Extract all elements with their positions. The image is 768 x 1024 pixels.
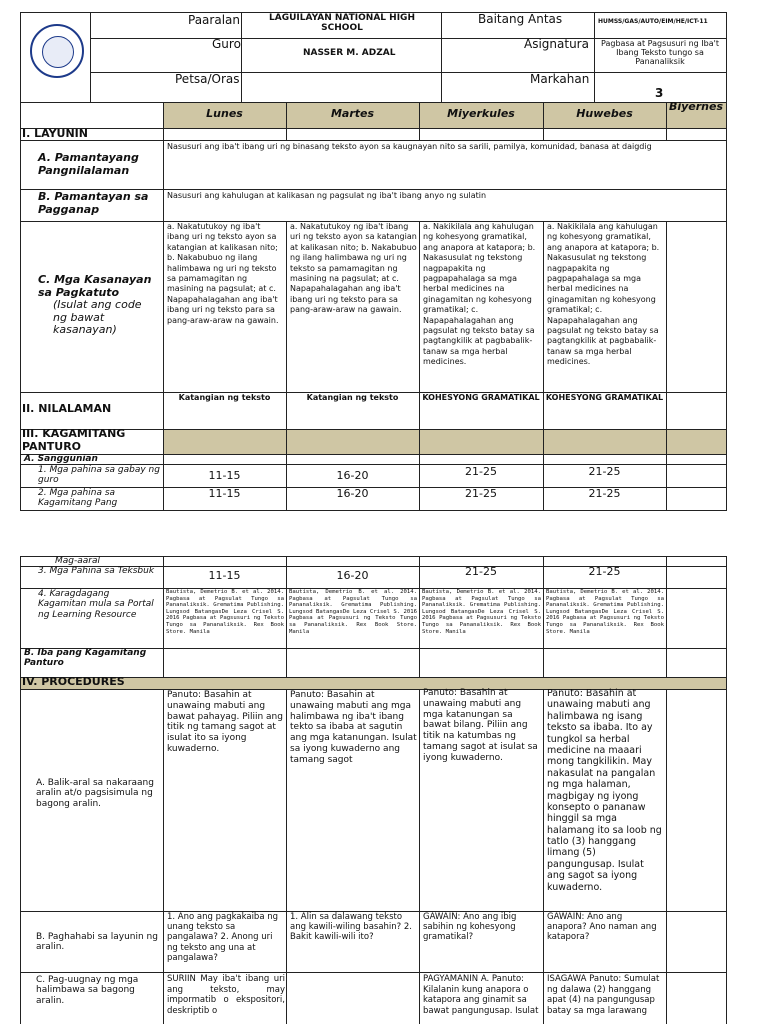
paghahabi-monday: 1. Ano ang pagkakaiba ng unang teksto sa pangalawa? 2. Anong uri ng teksto ang una at pangalawa?	[167, 912, 279, 963]
r4-tuesday: Bautista, Demetrio B. et al. 2014. Pagbasa at Pagsulat Tungo sa Pananaliksik. Grematima Publishing. Lungsod BatangasDe Leza Crisel S. 2016 Pagbasa at Pagsusuri ng Teksto Tungo sa Pananaliksik. Rex Book Store. Manila	[289, 589, 417, 635]
label-pag-uugnay: C. Pag-uugnay ng mga halimbawa sa bagong aralin.	[36, 975, 139, 1006]
section-nilalaman: II. NILALAMAN	[22, 402, 112, 415]
r1-monday: 11-15	[208, 469, 241, 482]
paghahabi-wednesday: GAWAIN: Ano ang ibig sabihin ng kohesyong gramatikal?	[423, 912, 517, 943]
r2-wednesday: 21-25	[465, 487, 497, 500]
subject-label: Asignatura	[524, 37, 589, 51]
label-teksbuk: 3. Mga Pahina sa Teksbuk	[38, 566, 155, 576]
pag-uugnay-wednesday: PAGYAMANIN A. Panuto: Kilalanin kung anapora o katapora ang ginamit sa bawat pangungusap. Isulat	[423, 974, 539, 1016]
deped-seal-icon	[30, 24, 84, 78]
balik-aral-monday: Panuto: Basahin at unawaing mabuti ang bawat pahayag. Piliin ang titik ng tamang sagot at isulat ito sa iyong kuwaderno.	[167, 690, 283, 754]
grade-value: HUMSS/GAS/AUTO/EIM/HE/ICT-11	[598, 18, 708, 25]
r1-tuesday: 16-20	[336, 469, 369, 482]
r2-thursday: 21-25	[588, 487, 621, 500]
nilalaman-monday: Katangian ng teksto	[178, 393, 271, 402]
label-paghahabi: B. Paghahabi sa layunin ng aralin.	[36, 932, 158, 953]
r3-wednesday: 21-25	[465, 565, 497, 578]
day-thursday: Huwebes	[576, 107, 633, 120]
day-wednesday: Miyerkules	[447, 107, 515, 120]
r3-thursday: 21-25	[588, 565, 621, 578]
teacher-value: NASSER M. ADZAL	[303, 48, 396, 58]
pag-uugnay-thursday: ISAGAWA Panuto: Sumulat ng dalawa (2) hanggang apat (4) na pangungusap batay sa mga larawang	[547, 974, 660, 1016]
r2-tuesday: 16-20	[336, 487, 369, 500]
label-kasanayan-sub: (Isulat ang code ng bawat kasanayan)	[53, 298, 142, 337]
r2-monday: 11-15	[208, 487, 241, 500]
paghahabi-tuesday: 1. Alin sa dalawang teksto ang kawili-wiling basahin? 2. Bakit kawili-wili ito?	[290, 912, 413, 943]
section-procedures: IV. PROCEDURES	[22, 675, 125, 688]
day-friday: Biyernes	[668, 100, 724, 113]
label-balik-aral: A. Balik-aral sa nakaraang aralin at/o pagsisimula ng bagong aralin.	[36, 778, 154, 809]
paghahabi-thursday: GAWAIN: Ano ang anapora? Ano naman ang katapora?	[547, 912, 657, 943]
balik-aral-thursday: Panuto: Basahin at unawaing mabuti ang halimbawa ng isang teksto sa ibaba. Ito ay tungkol sa herbal medicine na maaari mong tangkilikin. May nakasulat na pangalan ng mga halaman, magbigay ng iyong konsepto o pananaw hinggil sa mga halamang ito sa loob ng tatlo (3) hanggang limang (5) pangungusap. Isulat ang sagot sa iyong kuwaderno.	[547, 688, 662, 893]
day-tuesday: Martes	[330, 107, 375, 120]
grade-label: Baitang Antas	[478, 12, 563, 26]
r1-wednesday: 21-25	[465, 465, 497, 478]
r4-wednesday: Bautista, Demetrio B. et al. 2014. Pagbasa at Pagsulat Tungo sa Pananaliksik. Grematima Publishing. Lungsod BatangasDe Leza Crisel S. 2016 Pagbasa at Pagsusuri ng Teksto Tungo sa Pananaliksik. Rex Book Store. Manila	[422, 589, 541, 635]
kasanayan-thursday: a. Nakikilala ang kahulugan ng kohesyong gramatikal, ang anapora at katapora; b. Nakasusulat ng tekstong nagpapakita ng pagpapahalaga sa mga herbal medicines na ginagamitan ng kohesyong gramatikal; c. Napapahalagahan ang pagsulat ng teksto batay sa pagtangkilik at pagbabalik-tanaw sa mga herbal medicines.	[547, 222, 660, 367]
label-iba-pang-kagamitan: B. Iba pang Kagamitang Panturo	[24, 648, 147, 669]
quarter-value: 3	[655, 86, 664, 100]
nilalaman-thursday: KOHESYONG GRAMATIKAL	[545, 393, 664, 402]
kasanayan-monday: a. Nakatutukoy ng iba't ibang uri ng teksto ayon sa katangian at kalikasan nito; b. Nakabubuo ng ilang halimbawa ng uri ng teksto sa pamamagitan ng masining na pagsulat; at c. Napapahalagahan ang iba't ibang uri ng teksto para sa pang-araw-araw na gawain.	[167, 222, 279, 325]
pag-uugnay-monday: SURIIN May iba't ibang uri ang teksto, may impormatib o ekspositori, deskriptib o	[167, 974, 285, 1016]
subject-value: Pagbasa at Pagsusuri ng Iba't Ibang Teksto tungo sa Pananaliksik	[601, 39, 719, 67]
section-kagamitan: III. KAGAMITANG PANTURO	[22, 427, 126, 453]
label-kagamitang-pang: 2. Mga pahina sa Kagamitang Pang	[38, 488, 118, 509]
label-karagdagang-kagamitan: 4. Karagdagang Kagamitan mula sa Portal ng Learning Resource	[38, 589, 154, 620]
r4-monday: Bautista, Demetrio B. et al. 2014. Pagbasa at Pagsulat Tungo sa Pananaliksik. Grematima Publishing. Lungsod BatangasDe Leza Crisel S. 2016 Pagbasa at Pagsusuri ng Teksto Tungo sa Pananaliksik. Rex Book Store. Manila	[166, 589, 284, 635]
label-pamantayang-pangnilalaman: A. Pamantayang Pangnilalaman	[38, 151, 139, 177]
nilalaman-tuesday: Katangian ng teksto	[306, 393, 399, 402]
r1-thursday: 21-25	[588, 465, 621, 478]
date-label: Petsa/Oras	[175, 72, 240, 86]
balik-aral-tuesday: Panuto: Basahin at unawaing mabuti ang mga halimbawa ng iba't ibang tekto sa ibaba at sagutin ang mga katanungan. Isulat sa iyong kuwaderno ang tamang sagot	[290, 690, 417, 765]
school-label: Paaralan	[188, 13, 240, 27]
kagamitan-row-shade	[163, 429, 726, 454]
balik-aral-wednesday: Panuto: Basahin at unawaing mabuti ang mga katanungan sa bawat bilang. Piliin ang titik na katumbas ng tamang sagot at isulat sa iyong kuwaderno.	[423, 688, 538, 763]
nilalaman-wednesday: KOHESYONG GRAMATIKAL	[422, 393, 540, 402]
quarter-label: Markahan	[530, 72, 590, 86]
text-pamantayan-pagganap: Nasusuri ang kahulugan at kalikasan ng pagsulat ng iba't ibang anyo ng sulatin	[167, 191, 487, 200]
kasanayan-tuesday: a. Nakatutukoy ng iba't ibang uri ng teksto ayon sa katangian at kalikasan nito; b. Nakabubuo ng ilang halimbawa ng uri ng teksto sa pamamagitan ng masining na pagsulat; at c. Napapahalagahan ang iba't ibang uri ng teksto para sa pang-araw-araw na gawain.	[290, 222, 417, 315]
label-pamantayan-pagganap: B. Pamantayan sa Pagganap	[38, 190, 149, 216]
text-pamantayang-pangnilalaman: Nasusuri ang iba't ibang uri ng binasang teksto ayon sa kaugnayan nito sa sarili, pamilya, komunidad, banasa at daigdig	[167, 142, 652, 151]
school-value: LAGUILAYAN NATIONAL HIGH SCHOOL	[269, 13, 415, 34]
label-kasanayan: C. Mga Kasanayan sa Pagkatuto	[38, 273, 152, 299]
label-gabay-guro: 1. Mga pahina sa gabay ng guro	[38, 465, 160, 486]
kasanayan-wednesday: a. Nakikilala ang kahulugan ng kohesyong gramatikal, ang anapora at katapora; b. Nakasusulat ng tekstong nagpapakita ng pagpapahalaga sa mga herbal medicines na ginagamitan ng kohesyong gramatikal; c. Napapahalagahan ang pagsulat ng teksto batay sa pagtangkilik at pagbabalik-tanaw sa mga herbal medicines.	[423, 222, 536, 367]
r3-tuesday: 16-20	[336, 569, 369, 582]
teacher-label: Guro	[212, 37, 241, 51]
r3-monday: 11-15	[208, 569, 241, 582]
label-mag-aaral: Mag-aaral	[55, 556, 100, 566]
section-layunin: I. LAYUNIN	[22, 127, 88, 140]
day-monday: Lunes	[206, 107, 243, 120]
r4-thursday: Bautista, Demetrio B. et al. 2014. Pagbasa at Pagsulat Tungo sa Pananaliksik. Grematima Publishing. Lungsod BatangasDe Leza Crisel S. 2016 Pagbasa at Pagsusuri ng Teksto Tungo sa Pananaliksik. Rex Book Store. Manila	[546, 589, 664, 635]
label-sanggunian: A. Sanggunian	[24, 454, 98, 464]
